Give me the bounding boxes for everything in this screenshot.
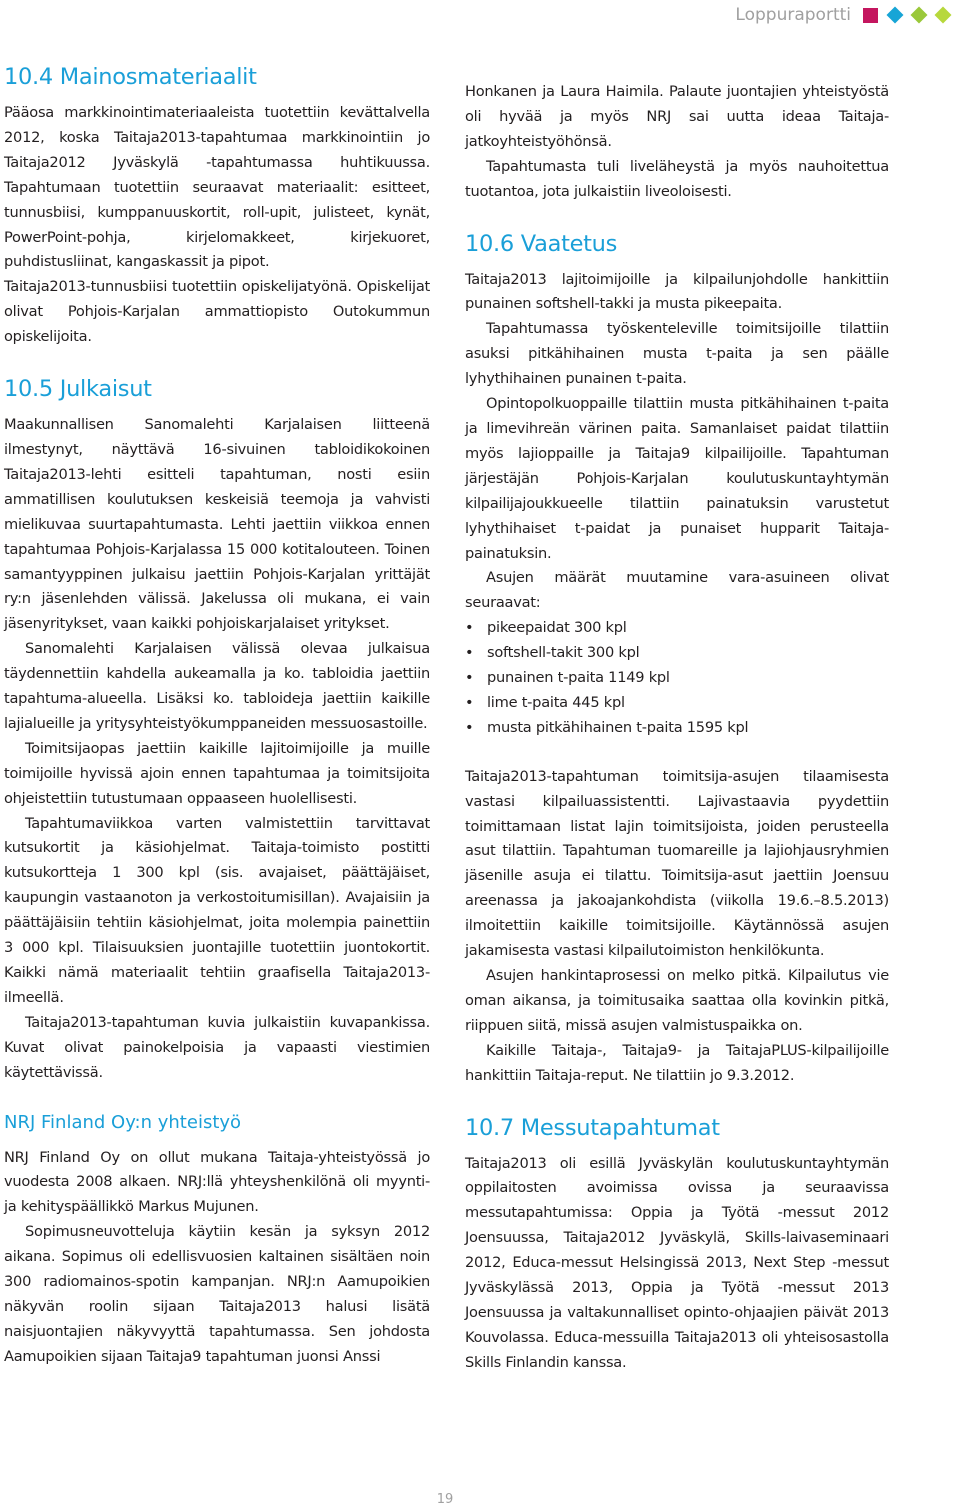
list-item: • pikeepaidat 300 kpl [465, 616, 889, 641]
paragraph: Taitaja2013 oli esillä Jyväskylän koulutuskuntayhtymän oppilaitosten avoimissa ovissa ja seuraavissa messutapahtumissa: Oppia ja Työtä -messut 2012 Joensuussa, Taitaja2012 Jyväskylä, Skills-laivaseminaari 2012, Educa-messut Helsingissä 2013, Next Step -messut Jyväskylässä 2013, Oppia ja Työtä -messut 2013 Joensuussa ja valtakunnalliset opinto-ohjaajien päivät 2013 Kouvolassa. Educa-messuilla Taitaja2013 oli yhteisosastolla Skills Finlandin kanssa. [465, 1154, 889, 1371]
magenta-square-icon [863, 8, 878, 23]
clothing-list [465, 616, 889, 741]
list-item: • punainen t-paita 1149 kpl [465, 666, 889, 691]
paragraph: Opintopolkuoppaille tilattiin musta pitkähihainen t-paita ja limevihreän värinen paita. Samanlaiset paidat tilattiin myös lajioppaille ja Taitaja9 kilpailijoille. Tapahtuman järjestäjän Pohjois-Karjalan koulutuskuntayhtymän kilpailijajoukkueelle tilattiin painatuksin varustetut lyhythihaiset t-paidat ja punaiset hupparit Taitaja-painatuksin. [465, 395, 889, 562]
paragraph: Tapahtumasta tuli liveläheystä ja myös nauhoitettua tuotantoa, jota julkaistiin liveoloisesti. [465, 157, 889, 200]
paragraph: Sopimusneuvotteluja käytiin kesän ja syksyn 2012 aikana. Sopimus oli edellisvuosien kaltainen sisältäen noin 300 radiomainos-spotin kampanjan. NRJ:n Aamupoikien näkyvän roolin sijaan Taitaja2013 halusi lisätä naisjuontajien näkyvyyttä tapahtumassa. Sen johdosta Aamupoikien sijaan Taitaja9 tapahtuman juonsi Anssi [4, 1223, 430, 1365]
paragraph: Taitaja2013-tapahtuman toimitsija-asujen tilaamisesta vastasi kilpailuassistentti. Lajivastaavia pyydettiin toimittamaan listat lajin toimitsijoista, joiden perusteella asut tilattiin. Tapahtuman tuomareille ja lajiohjausryhmien jäsenille asuja ei tilattu. Toimitsija-asut jaettiin Joensuu areenassa ja jakoajankohdista (viikolla 19.6.–8.5.2013) ilmoitettiin kaikille toimitsijoille. Käytännössä asujen jakamisesta vastasi kilpailutoimiston henkilökunta. [465, 767, 889, 960]
paragraph: Tapahtumassa työskenteleville toimitsijoille tilattiin asuksi pitkähihainen musta t-paita ja sen päälle lyhythihainen punainen t-paita. [465, 320, 889, 388]
list-item: • lime t-paita 445 kpl [465, 691, 889, 716]
subheading-nrj: NRJ Finland Oy:n yhteistyö [4, 1111, 242, 1133]
section-heading-10-6: 10.6 Vaatetus [465, 230, 618, 257]
lime-diamond-icon [911, 7, 928, 24]
light-lime-diamond-icon [935, 7, 952, 24]
page-number: 19 [436, 1492, 454, 1507]
section-heading-10-4: 10.4 Mainosmateriaalit [4, 64, 257, 90]
report-title: Loppuraportti [735, 5, 851, 25]
left-column [4, 62, 430, 1370]
section-heading-10-7: 10.7 Messutapahtumat [465, 1114, 720, 1141]
paragraph: Taitaja2013-tunnusbiisi tuotettiin opiskelijatyönä. Opiskelijat olivat Pohjois-Karjalan ammattiopisto Outokummun opiskelijoita. [4, 278, 430, 346]
paragraph: Pääosa markkinointimateriaaleista tuotettiin kevättalvella 2012, koska Taitaja2013-tapahtumaa markkinointiin jo Taitaja2012 Jyväskylä -tapahtumassa huhtikuussa. Tapahtumaan tuotettiin seuraavat materiaalit: esitteet, tunnusbiisi, kumppanuuskortit, roll-upit, julisteet, kynät, PowerPoint-pohja, kirjelomakkeet, kirjekuoret, puhdistusliinat, kangaskassit ja pipot. [4, 104, 430, 271]
paragraph: Asujen hankintaprosessi on melko pitkä. Kilpailutus vie oman aikansa, ja toimitusaika saattaa olla kovinkin pitkä, riippuen siitä, missä asujen valmistuspaikka on. [465, 967, 889, 1034]
section-heading-10-5: 10.5 Julkaisut [4, 376, 152, 403]
list-item: • softshell-takit 300 kpl [465, 641, 889, 666]
paragraph: Honkanen ja Laura Haimila. Palaute juontajien yhteistyöstä oli hyvää ja myös NRJ sai uutta ideaa Taitaja-jatkoyhteistyöhönsä. [465, 83, 889, 150]
paragraph: Kaikille Taitaja-, Taitaja9- ja TaitajaPLUS-kilpailijoille hankittiin Taitaja-reput. Ne tilattiin jo 9.3.2012. [465, 1041, 889, 1084]
paragraph: Toimitsijaopas jaettiin kaikille lajitoimijoille ja muille toimijoille hyvissä ajoin ennen tapahtumaa ja toimitsijoita ohjeistettiin tutustumaan oppaaseen huolellisesti. [4, 739, 430, 807]
page-header [735, 0, 960, 30]
paragraph: Tapahtumaviikkoa varten valmistettiin tarvittavat kutsukortit ja käsiohjelmat. Taitaja-toimisto postitti kutsukortteja 1 300 kpl (sis. avajaiset, päättäjäiset, kaupungin vastaanoton ja verkostoitumisillan). Avajaisiin ja päättäjäisiin tehtiin käsiohjelmat, joita molempia painettiin 3 000 kpl. Tilaisuuksien juontajille tuotettiin juontokortit. Kaikki nämä materiaalit tehtiin graafisella Taitaja2013-ilmeellä. [4, 814, 430, 1006]
paragraph: Taitaja2013 lajitoimijoille ja kilpailunjohdolle hankittiin punainen softshell-takki ja musta pikeepaita. [465, 270, 889, 313]
list-item: • musta pitkähihainen t-paita 1595 kpl [465, 716, 889, 741]
paragraph: Sanomalehti Karjalaisen välissä olevaa julkaisua täydennettiin kahdella aukeamalla ja ko. tabloidia jaettiin tapahtuma-alueella. Lisäksi ko. tabloideja jaettiin kaikille lajialueille ja yritysyhteistyökumppaneiden messuosastoille. [4, 640, 430, 732]
paragraph: Maakunnallisen Sanomalehti Karjalaisen liitteenä ilmestynyt, näyttävä 16-sivuinen tabloidikokoinen Taitaja2013-lehti esitteli tapahtuman, nosti esiin ammatillisen koulutuksen keskeisiä teemoja ja vahvisti mielikuvaa suurtapahtumasta. Lehti jaettiin viikkoa ennen tapahtumaa Pohjois-Karjalassa 15 000 kotitalouteen. Toinen samantyyppinen julkaisu jaettiin Pohjois-Karjalan yrittäjät ry:n jäsenlehden välissä. Jakelussa oli mukana, ei vain jäsenyritykset, vaan kaikki pohjoiskarjalaiset yritykset. [4, 416, 430, 633]
paragraph: NRJ Finland Oy on ollut mukana Taitaja-yhteistyössä jo vuodesta 2008 alkaen. NRJ:llä yhteyshenkilönä oli myynti- ja kehityspäällikkö Markus Mujunen. [4, 1148, 430, 1216]
cyan-diamond-icon [887, 7, 904, 24]
brand-shapes [863, 8, 956, 23]
paragraph: Taitaja2013-tapahtuman kuvia julkaistiin kuvapankissa. Kuvat olivat painokelpoisia ja vapaasti viestimien käytettävissä. [4, 1013, 430, 1081]
paragraph: Asujen määrät muutamine vara-asuineen olivat seuraavat: [465, 569, 889, 612]
right-column [465, 80, 889, 1376]
